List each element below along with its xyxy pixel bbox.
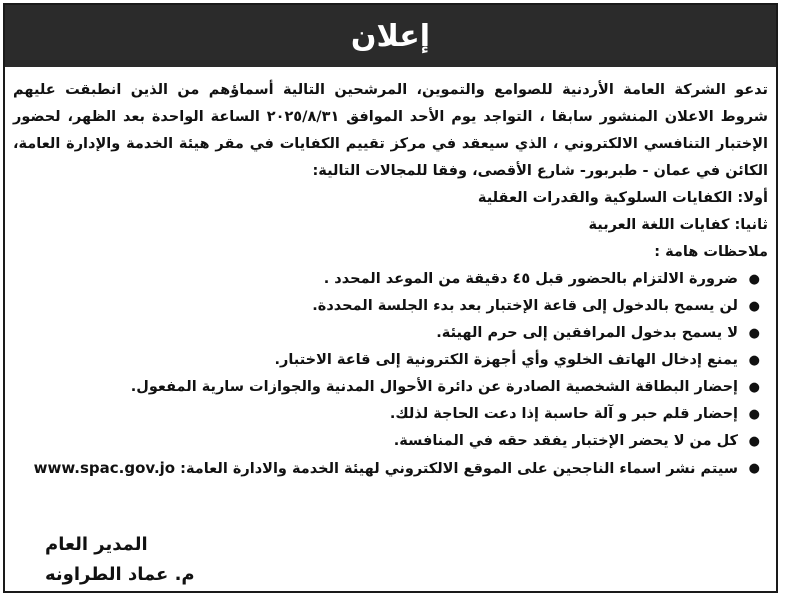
note-item: ● لا يسمح بدخول المرافقين إلى حرم الهيئة. <box>13 320 738 347</box>
bullet-icon: ● <box>748 353 760 368</box>
signature-block <box>5 530 776 590</box>
area-second: ثانيا: كفايات اللغة العربية <box>588 217 768 233</box>
bullet-icon: ● <box>748 461 760 476</box>
announcement-title: إعلان <box>350 18 431 54</box>
bullet-icon: ● <box>748 407 760 422</box>
bullet-icon: ● <box>748 326 760 341</box>
note-item: ● كل من لا يحضر الإختبار يفقد حقه في المنافسة. <box>13 428 738 455</box>
note-item: ● ضرورة الالتزام بالحضور قبل ٤٥ دقيقة من الموعد المحدد . <box>13 266 738 293</box>
notes-list <box>13 266 768 483</box>
area-first: أولا: الكفايات السلوكية والقدرات العقلية <box>477 190 768 206</box>
note-item: ● سيتم نشر اسماء الناجحين على الموقع الالكتروني لهيئة الخدمة والادارة العامة: www.spac.gov.jo <box>13 455 738 483</box>
header-bar <box>5 5 776 67</box>
bullet-icon: ● <box>748 380 760 395</box>
note-item: ● لن يسمح بالدخول إلى قاعة الإختبار بعد بدء الجلسة المحددة. <box>13 293 738 320</box>
announcement-body <box>13 77 768 483</box>
notes-heading: ملاحظات هامة : <box>654 244 768 260</box>
bullet-icon: ● <box>748 299 760 314</box>
bullet-icon: ● <box>748 434 760 449</box>
note-item: ● يمنع إدخال الهاتف الخلوي وأي أجهزة الكترونية إلى قاعة الاختبار. <box>13 347 738 374</box>
signatory-title: المدير العام <box>45 534 148 555</box>
intro-paragraph: تدعو الشركة العامة الأردنية للصوامع والتموين، المرشحين التالية أسماؤهم من الذين انطبقت عليهم شروط الاعلان المنشور سابقا ، التواجد يوم الأحد الموافق ٢٠٢٥/٨/٣١ الساعة الواحدة بعد الظهر، لحضور الإختبار التنافسي الالكتروني ، الذي سيعقد في مركز تقييم الكفايات في مقر هيئة الخدمة والإدارة العامة، الكائن في عمان - طبربور- شارع الأقصى، وفقا للمجالات التالية: <box>13 82 768 179</box>
signatory-name: م. عماد الطراونه <box>45 564 195 585</box>
bullet-icon: ● <box>748 272 760 287</box>
announcement-frame <box>3 3 778 593</box>
note-item: ● إحضار البطاقة الشخصية الصادرة عن دائرة الأحوال المدنية والجوازات سارية المفعول. <box>13 374 738 401</box>
note-item: ● إحضار قلم حبر و آلة حاسبة إذا دعت الحاجة لذلك. <box>13 401 738 428</box>
website-link[interactable]: www.spac.gov.jo <box>33 459 176 477</box>
